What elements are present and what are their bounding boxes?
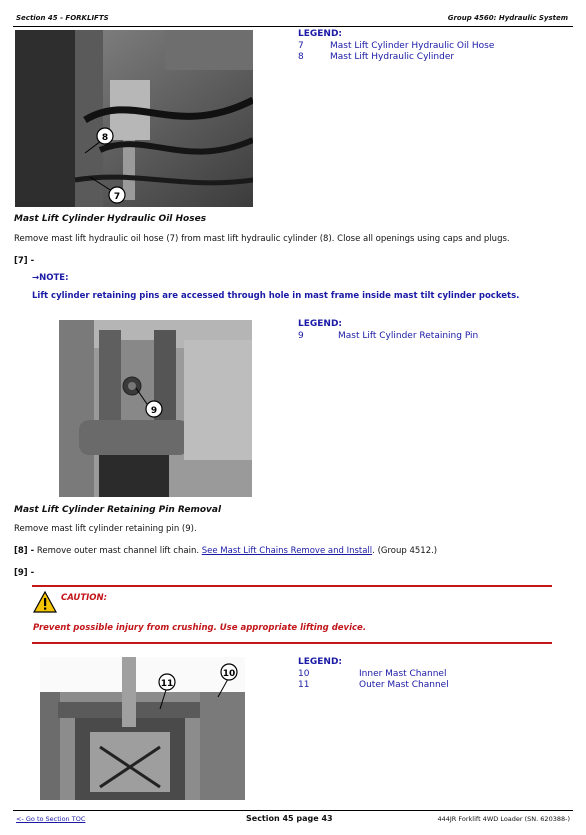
header-rule — [13, 26, 573, 27]
legend-item: 11 Outer Mast Channel — [298, 680, 449, 690]
model-info: 444JR Forklift 4WD Loader (SN. 620388-) — [437, 815, 570, 823]
page-number: Section 45 page 43 — [246, 814, 333, 823]
svg-text:9: 9 — [150, 406, 158, 416]
instruction-text: Remove mast lift hydraulic oil hose (7) from mast lift hydraulic cylinder (8). Close all openings using caps and plugs. — [14, 234, 510, 244]
instruction-text: Remove mast lift cylinder retaining pin (9). — [14, 524, 197, 534]
svg-text:7: 7 — [113, 192, 121, 202]
mast-lift-chains-link[interactable]: See Mast Lift Chains Remove and Install — [201, 546, 373, 556]
caution-bottom-rule — [32, 642, 552, 644]
step-7-label: [7] - — [14, 256, 35, 266]
svg-text:11: 11 — [160, 679, 174, 689]
legend-item: 8 Mast Lift Hydraulic Cylinder — [298, 52, 455, 62]
heading-hoses: Mast Lift Cylinder Hydraulic Oil Hoses — [14, 214, 207, 224]
warning-triangle-icon — [33, 591, 57, 617]
legend-item: 9 Mast Lift Cylinder Retaining Pin — [298, 330, 479, 341]
caution-top-rule — [32, 585, 552, 587]
note-label: →NOTE: — [32, 273, 69, 283]
svg-text:8: 8 — [101, 133, 109, 143]
legend-3 — [298, 657, 449, 692]
note-text: Lift cylinder retaining pins are accessed through hole in mast frame inside mast tilt cylinder pockets. — [32, 291, 520, 301]
footer-rule — [13, 810, 573, 811]
step-8: [8] - Remove outer mast channel lift chain. See Mast Lift Chains Remove and Install. (Group 4512.) — [14, 546, 438, 556]
group-title: Group 4560: Hydraulic System — [447, 14, 568, 22]
mast-channels-photo — [40, 657, 245, 800]
section-title: Section 45 - FORKLIFTS — [16, 14, 109, 22]
caution-label: CAUTION: — [61, 593, 108, 603]
legend-item: 7 Mast Lift Cylinder Hydraulic Oil Hose — [298, 40, 495, 51]
svg-text:10: 10 — [222, 669, 236, 679]
hoses-photo — [15, 30, 253, 207]
step-9-label: [9] - — [14, 568, 35, 578]
step-8-label: [8] - — [14, 546, 35, 556]
legend-title: LEGEND: — [298, 657, 343, 667]
legend-item: 10 Inner Mast Channel — [298, 668, 447, 679]
retaining-pin-photo — [59, 320, 252, 497]
legend-title: LEGEND: — [298, 319, 343, 329]
section-toc-link[interactable]: <- Go to Section TOC — [16, 815, 86, 823]
heading-retaining-pin: Mast Lift Cylinder Retaining Pin Removal — [14, 505, 222, 515]
legend-2 — [298, 319, 478, 342]
legend-title: LEGEND: — [298, 29, 343, 39]
legend-1 — [298, 29, 494, 64]
caution-text: Prevent possible injury from crushing. Use appropriate lifting device. — [33, 623, 367, 633]
